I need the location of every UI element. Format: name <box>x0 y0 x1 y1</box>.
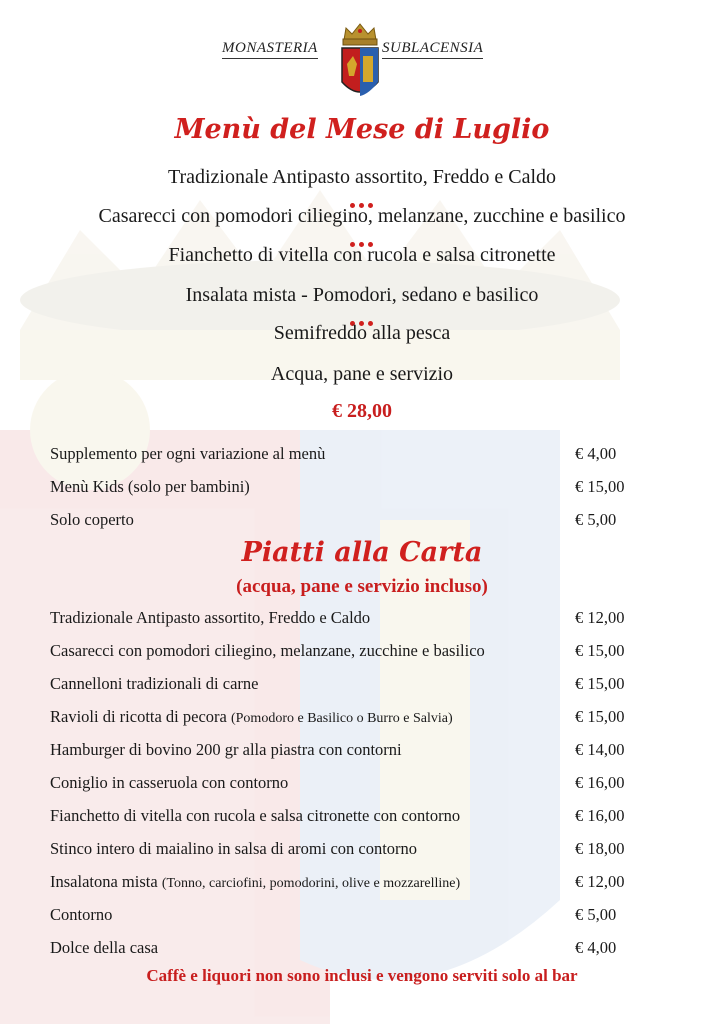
carta-row <box>50 806 650 830</box>
menu-title: Menù del Mese di Luglio <box>174 114 550 145</box>
carta-item-name: Insalatona mista <box>50 872 158 891</box>
brand-right: SUBLACENSIA <box>382 40 483 59</box>
carta-item-price: € 14,00 <box>575 740 625 759</box>
course-item: Acqua, pane e servizio <box>270 363 454 385</box>
extra-row <box>50 510 650 534</box>
carta-row <box>50 839 650 863</box>
carta-item-note: (Tonno, carciofini, pomodorini, olive e mozzarelline) <box>161 876 461 891</box>
carta-item-name: Cannelloni tradizionali di carne <box>50 674 259 693</box>
extra-name: Supplemento per ogni variazione al menù <box>50 444 326 463</box>
carta-item-note: (Pomodoro e Basilico o Burro e Salvia) <box>230 711 453 726</box>
carta-item-price: € 15,00 <box>575 641 625 660</box>
carta-item-price: € 12,00 <box>575 872 625 891</box>
extra-row <box>50 477 650 501</box>
carta-item-price: € 15,00 <box>575 674 625 693</box>
carta-item-name: Stinco intero di maialino in salsa di aromi con contorno <box>50 839 418 858</box>
carta-row <box>50 674 650 698</box>
carta-item-name: Coniglio in casseruola con contorno <box>50 773 289 792</box>
carta-item-price: € 16,00 <box>575 773 625 792</box>
extra-name: Solo coperto <box>50 510 134 529</box>
carta-item-price: € 15,00 <box>575 707 625 726</box>
carta-row <box>50 905 650 929</box>
course-item: Tradizionale Antipasto assortito, Freddo e Caldo <box>167 166 557 188</box>
carta-item-name: Hamburger di bovino 200 gr alla piastra con contorni <box>50 740 402 759</box>
carta-item-price: € 18,00 <box>575 839 625 858</box>
carta-item-name: Ravioli di ricotta di pecora <box>50 707 227 726</box>
carta-row <box>50 608 650 632</box>
carta-row <box>50 707 650 731</box>
crest-logo <box>336 22 384 108</box>
carta-row <box>50 872 650 896</box>
header <box>0 22 724 112</box>
separator-dots <box>348 195 376 201</box>
brand-left: MONASTERIA <box>222 40 318 59</box>
extra-row <box>50 444 650 468</box>
footer-note: Caffè e liquori non sono inclusi e vengono serviti solo al bar <box>146 966 578 985</box>
extra-price: € 4,00 <box>575 444 617 463</box>
carta-row <box>50 641 650 665</box>
carta-row <box>50 773 650 797</box>
extra-price: € 15,00 <box>575 477 625 496</box>
separator-dots <box>348 234 376 240</box>
course-item: Casarecci con pomodori ciliegino, melanzane, zucchine e basilico <box>98 205 626 227</box>
carta-item-price: € 12,00 <box>575 608 625 627</box>
course-item: Semifreddo alla pesca <box>273 322 451 344</box>
carta-item-price: € 5,00 <box>575 905 617 924</box>
carta-item-price: € 16,00 <box>575 806 625 825</box>
carta-item-name: Dolce della casa <box>50 938 159 957</box>
carta-item-name: Contorno <box>50 905 113 924</box>
course-item: Insalata mista - Pomodori, sedano e basilico <box>185 284 539 306</box>
menu-price: € 28,00 <box>332 400 392 422</box>
course-item: Fianchetto di vitella con rucola e salsa citronette <box>168 244 556 266</box>
extra-price: € 5,00 <box>575 510 617 529</box>
carta-item-name: Casarecci con pomodori ciliegino, melanzane, zucchine e basilico <box>50 641 485 660</box>
carta-item-price: € 4,00 <box>575 938 617 957</box>
separator-dots <box>348 313 376 319</box>
carta-row <box>50 938 650 962</box>
carta-title: Piatti alla Carta <box>241 537 483 568</box>
carta-row <box>50 740 650 764</box>
carta-item-name: Fianchetto di vitella con rucola e salsa citronette con contorno <box>50 806 461 825</box>
carta-subtitle: (acqua, pane e servizio incluso) <box>236 576 488 597</box>
extra-name: Menù Kids (solo per bambini) <box>50 477 250 496</box>
carta-item-name: Tradizionale Antipasto assortito, Freddo e Caldo <box>50 608 371 627</box>
